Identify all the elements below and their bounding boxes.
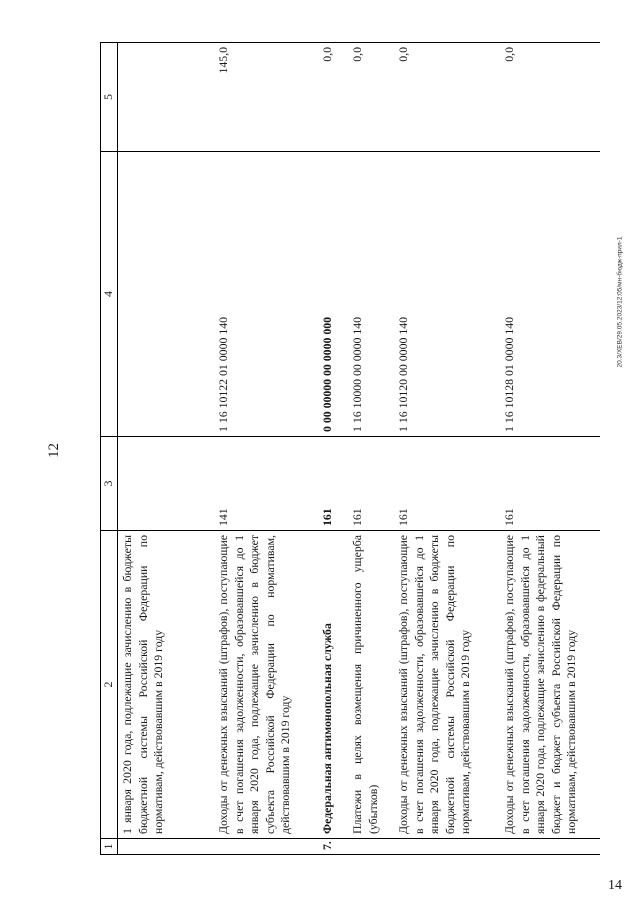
header-cell: 1 (101, 839, 118, 855)
row-name: Платежи в целях возмещения причиненного ущерба (убытков) (344, 531, 390, 839)
row-admin-code: 161 (390, 437, 496, 531)
row-sum: 0,0 (390, 43, 496, 152)
row-name: Федеральная антимонопольная служба (310, 531, 344, 839)
header-cell: 3 (101, 437, 118, 531)
page-number-bottom: 14 (608, 878, 622, 893)
row-number (496, 839, 600, 855)
table-row (202, 43, 310, 855)
row-admin-code: 161 (310, 437, 344, 531)
row-sum: 145,0 (202, 43, 310, 152)
row-admin-code: 141 (202, 437, 310, 531)
row-sum: 0,0 (310, 43, 344, 152)
header-cell: 5 (101, 43, 118, 152)
row-sum: 0,0 (496, 43, 600, 152)
row-name: Доходы от денежных взысканий (штрафов), поступающие в счет погашения задолженности, образовавшейся до 1 января 2020 года, подлежащие зачислению в бюджет субъекта Российской Федерации по нормативам, действовавшим в 2019 году (202, 531, 310, 839)
table-row (390, 43, 496, 855)
row-budget-code: 1 16 10000 00 0000 140 (344, 152, 390, 437)
row-budget-code (118, 152, 203, 437)
row-admin-code: 161 (496, 437, 600, 531)
table-row (496, 43, 600, 855)
table-row (118, 43, 203, 855)
table-header-row (101, 43, 118, 855)
row-budget-code: 1 16 10120 00 0000 140 (390, 152, 496, 437)
row-budget-code: 1 16 10122 01 0000 140 (202, 152, 310, 437)
row-admin-code (118, 437, 203, 531)
row-name: Доходы от денежных взысканий (штрафов), поступающие в счет погашения задолженности, образовавшейся до 1 января 2020 года, подлежащие зачислению в бюджеты бюджетной системы Российской Федерации по нормативам, действовавшим в 2019 году (390, 531, 496, 839)
row-number (344, 839, 390, 855)
side-stamp (612, 45, 628, 560)
header-cell: 4 (101, 152, 118, 437)
row-name: Доходы от денежных взысканий (штрафов), поступающие в счет погашения задолженности, образовавшейся до 1 января 2020 года, подлежащие зачислению в федеральный бюджет и бюджет субъекта Российской Федерации по нормативам, действовавшим в 2019 году (496, 531, 600, 839)
revenue-table (100, 42, 600, 855)
table-row-section (310, 43, 344, 855)
header-cell: 2 (101, 531, 118, 839)
row-number (118, 839, 203, 855)
table-row (344, 43, 390, 855)
row-budget-code: 0 00 00000 00 0000 000 (310, 152, 344, 437)
row-number (390, 839, 496, 855)
side-stamp-text: 20.3/ХЕВ/29.05.2023/12:05/мн-бюдж-прил-1 (616, 236, 624, 368)
row-admin-code: 161 (344, 437, 390, 531)
row-sum (118, 43, 203, 152)
row-sum: 0,0 (344, 43, 390, 152)
row-number (202, 839, 310, 855)
row-name: 1 января 2020 года, подлежащие зачислению в бюджеты бюджетной системы Российской Федерации по нормативам, действовавшим в 2019 году (118, 531, 203, 839)
page-number-top: 12 (46, 443, 62, 458)
rotated-table-container (100, 43, 579, 855)
row-number: 7. (310, 839, 344, 855)
row-budget-code: 1 16 10128 01 0000 140 (496, 152, 600, 437)
